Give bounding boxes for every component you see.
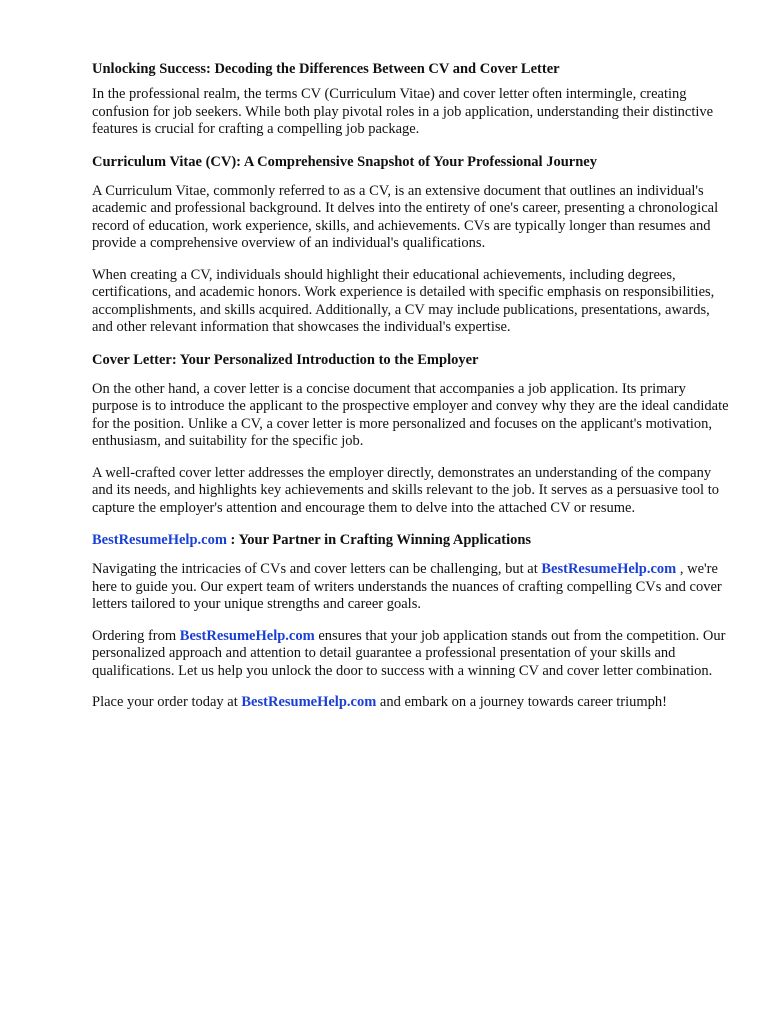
partner-paragraph-2 [92, 628, 732, 681]
partner-p3-text-before: Place your order today at [92, 694, 242, 710]
partner-paragraph-3 [92, 694, 732, 712]
partner-p1-site-link[interactable]: BestResumeHelp.com [541, 561, 677, 577]
partner-p2-text-before: Ordering from [92, 627, 180, 644]
document-page [92, 60, 732, 726]
heading-site-link[interactable]: BestResumeHelp.com [92, 532, 227, 548]
partner-p2-site-link[interactable]: BestResumeHelp.com [179, 627, 315, 644]
cover-letter-paragraph-2: A well-crafted cover letter addresses the employer directly, demonstrates an understanding of the company and its needs, and highlights key achievements and skills relevant to the job. It serves as a persuasive tool to capture the employer's attention and encourage them to delve into the attached CV or resume. [92, 464, 719, 516]
partner-section-heading [92, 531, 732, 549]
intro-paragraph: In the professional realm, the terms CV (Curriculum Vitae) and cover letter often intermingle, creating confusion for job seekers. While both play pivotal roles in a job application, understanding their distinctive features is crucial for crafting a compelling job package. [92, 86, 714, 137]
partner-paragraph-1 [92, 561, 732, 614]
partner-p2-text-after: ensures that your job application stands out from the competition. Our personalized approach and attention to detail guarantee a professional presentation of your skills and qualifications. Let us help you unlock the door to success with a winning CV and cover letter combination. [92, 627, 726, 679]
cv-paragraph-1: A Curriculum Vitae, commonly referred to as a CV, is an extensive document that outlines an individual's academic and professional background. It delves into the entirety of one's career, presenting a chronological record of education, work experience, skills, and achievements. CVs are typically longer than resumes and provide a comprehensive overview of an individual's qualifications. [92, 182, 719, 251]
partner-p1-text-before: Navigating the intricacies of CVs and cover letters can be challenging, but at [92, 561, 542, 577]
partner-p3-text-after: and embark on a journey towards career triumph! [376, 694, 667, 710]
cv-paragraph-2: When creating a CV, individuals should highlight their educational achievements, including degrees, certifications, and academic honors. Work experience is detailed with specific emphasis on responsibilities, accomplishments, and skills acquired. Additionally, a CV may include publications, presentations, awards, and other relevant information that showcases the individual's expertise. [92, 266, 715, 335]
document-title: Unlocking Success: Decoding the Differences Between CV and Cover Letter [92, 61, 560, 77]
cover-letter-paragraph-1: On the other hand, a cover letter is a concise document that accompanies a job application. Its primary purpose is to introduce the applicant to the prospective employer and convey why they are the ideal candidate for the position. Unlike a CV, a cover letter is more personalized and focuses on the applicant's motivation, enthusiasm, and suitability for the specific job. [92, 380, 729, 449]
partner-p3-site-link[interactable]: BestResumeHelp.com [241, 694, 377, 710]
partner-p1-text-after: , we're here to guide you. Our expert team of writers understands the nuances of crafting compelling CVs and cover letters tailored to your unique strengths and career goals. [92, 561, 722, 612]
cover-letter-section-heading: Cover Letter: Your Personalized Introduction to the Employer [92, 351, 479, 368]
partner-heading-text: : Your Partner in Crafting Winning Applications [226, 532, 532, 548]
cv-section-heading: Curriculum Vitae (CV): A Comprehensive Snapshot of Your Professional Journey [92, 153, 597, 170]
